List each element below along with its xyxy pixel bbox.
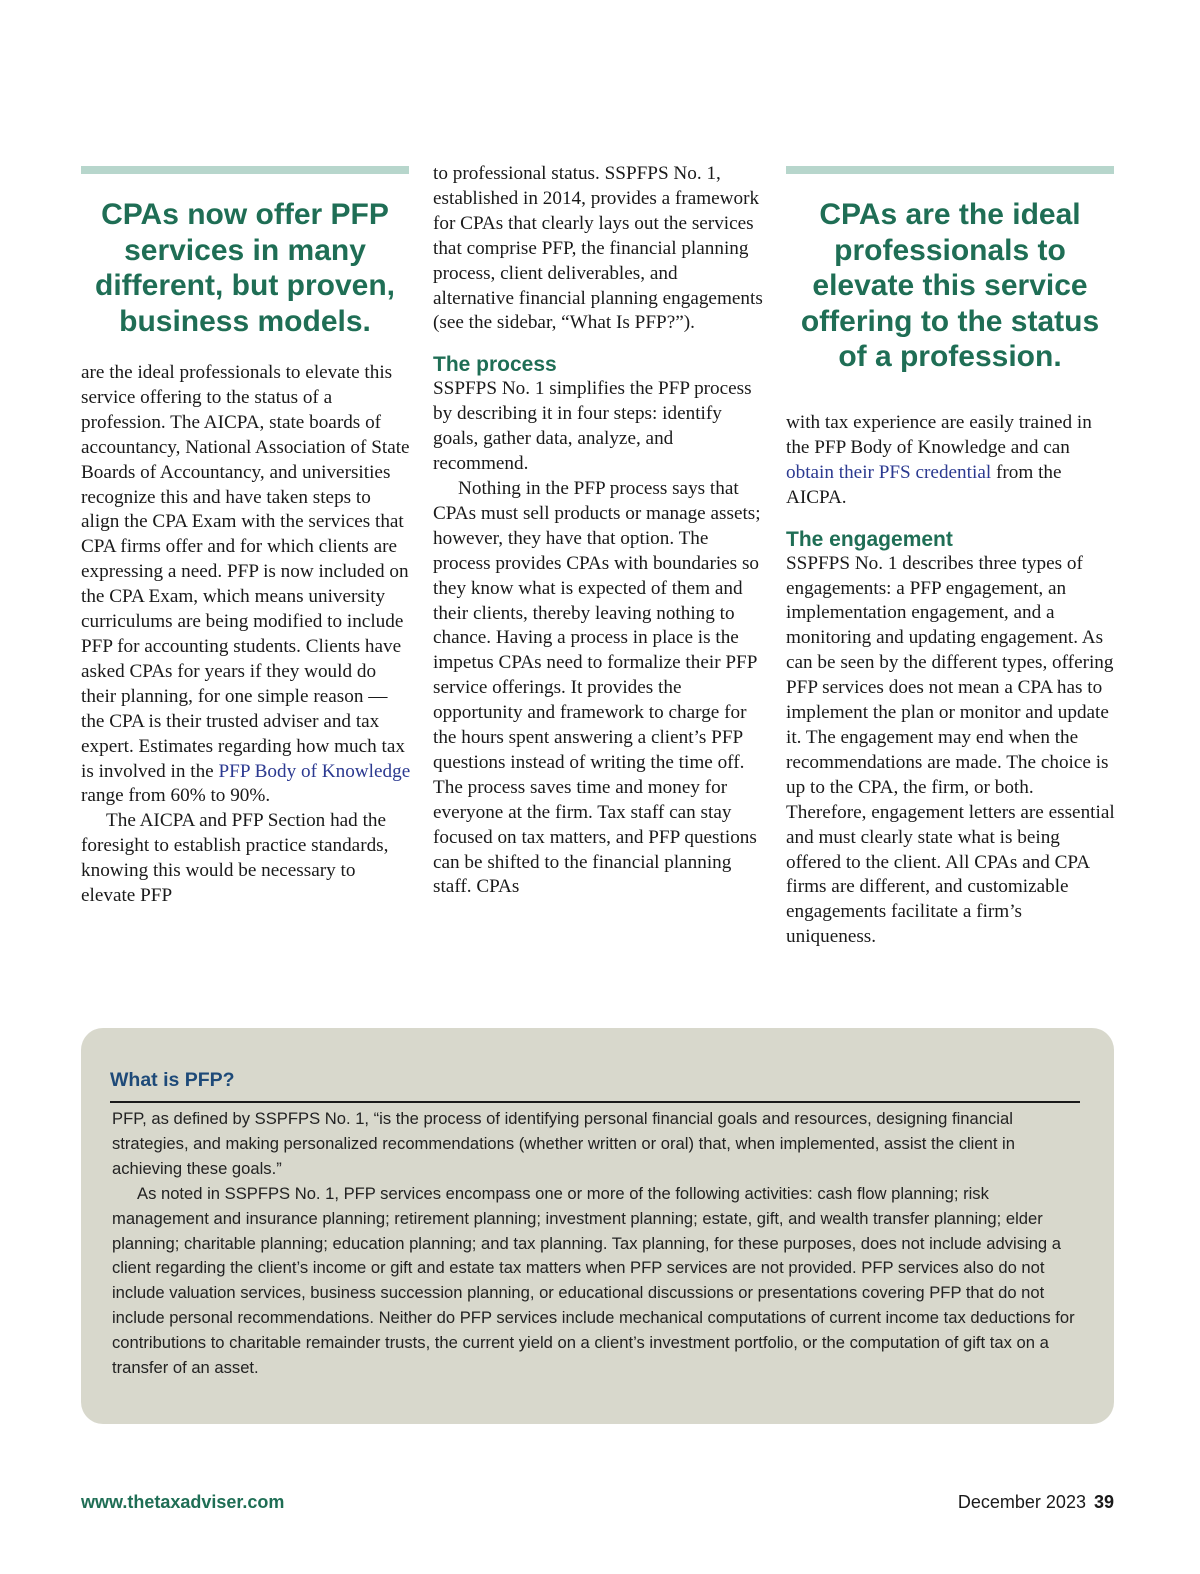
footer-url: www.thetaxadviser.com [81, 1492, 285, 1512]
subhead-the-process: The process [433, 353, 557, 377]
column-3-paragraph-2: SSPFPS No. 1 describes three types of engagements: a PFP engagement, an implementation engagement, and a monitoring and updating engagement. As can be seen by the different types, offering PFP services does not mean a CPA has to implement the plan or monitor and update it. The engagement may end when the recommendations are made. The choice is up to the CPA, the firm, or both. Therefore, engagement letters are essential and must clearly state what is being offered to the client. All CPAs and CPA firms are different, and customizable engagements facilitate a firm’s uniqueness. [786, 552, 1115, 948]
pullquote-right: CPAs are the ideal professionals to elevate this service offering to the status of a profession. [800, 198, 1100, 373]
pfp-body-of-knowledge-link[interactable]: PFP Body of Knowledge [218, 760, 411, 782]
column-2-paragraph-3: Nothing in the PFP process says that CPAs must sell products or manage assets; however, they have that option. The process provides CPAs with boundaries so they know what is expected of them and their clients, thereby leaving nothing to chance. Having a process in place is the impetus CPAs need to formalize their PFP service offerings. It provides the opportunity and framework to charge for the hours spent answering a client’s PFP questions instead of writing the time off. The process saves time and money for everyone at the firm. Tax staff can stay focused on tax matters, and PFP questions can be shifted to the financial planning staff. CPAs [433, 477, 761, 898]
pullquote-left: CPAs now offer PFP services in many different, but proven, business models. [95, 198, 395, 338]
pullquote-bar-right [786, 166, 1114, 174]
column-1-text-after-link: range from 60% to 90%. [81, 785, 271, 807]
pullquote-bar-left [81, 166, 409, 174]
column-1-text-before-link: are the ideal professionals to elevate this service offering to the status of a profession. The AICPA, state boards of accountancy, National Association of State Boards of Accountancy, and universities recognize this and have taken steps to align the CPA Exam with the services that CPA firms offer and for which clients are expressing a need. PFP is now included on the CPA Exam, which means university curriculums are being modified to include PFP for accounting students. Clients have asked CPAs for years if they would do their planning, for one simple reason — the CPA is their trusted adviser and tax expert. Estimates regarding how much tax is involved in the [81, 362, 410, 782]
column-3-text-before-link: with tax experience are easily trained in the PFP Body of Knowledge and can [786, 412, 1092, 458]
footer-date-page [958, 1492, 1114, 1513]
column-2-text [433, 162, 763, 900]
footer-date: December 2023 [957, 1492, 1086, 1512]
column-3-text-after-link: from the AICPA. [786, 461, 1062, 508]
page-number: 39 [1093, 1492, 1114, 1512]
sidebar-paragraph-2: As noted in SSPFPS No. 1, PFP services encompass one or more of the following activities: cash flow planning; risk management and insurance planning; retirement planning; investment planning; estate, gift, and wealth transfer planning; elder planning; charitable planning; education planning; and tax planning. Tax planning, for these purposes, does not include advising a client regarding the client’s income or gift and estate tax matters when PFP services are not provided. PFP services also do not include valuation services, business succession planning, or educational discussions or presentations covering PFP that do not include personal recommendations. Neither do PFP services include mechanical computations of current income tax deductions for contributions to charitable remainder trusts, the current yield on a client’s investment portfolio, or the computation of gift tax on a transfer of an asset. [112, 1183, 1075, 1378]
subhead-the-engagement: The engagement [786, 527, 953, 551]
sidebar-divider [110, 1101, 1080, 1103]
column-1-paragraph-1 [81, 361, 411, 809]
column-1-paragraph-2: The AICPA and PFP Section had the foresight to establish practice standards, knowing this would be necessary to elevate PFP [81, 810, 389, 907]
sidebar-title: What is PFP? [110, 1069, 235, 1091]
column-3-text [786, 411, 1116, 950]
column-3-paragraph-1 [786, 411, 1116, 511]
pfs-credential-link[interactable]: obtain their PFS credential [786, 461, 992, 483]
column-2-paragraph-2: SSPFPS No. 1 simplifies the PFP process by describing it in four steps: identify goals, gather data, analyze, and recommend. [433, 378, 752, 475]
sidebar-what-is-pfp [81, 1028, 1114, 1424]
sidebar-paragraph-1: PFP, as defined by SSPFPS No. 1, “is the process of identifying personal financial goals and resources, designing financial strategies, and making personalized recommendations (whether written or oral) that, when implemented, assist the client in achieving these goals.” [112, 1109, 1015, 1178]
column-1-text [81, 361, 411, 909]
sidebar-body [112, 1107, 1082, 1381]
column-2-paragraph-1: to professional status. SSPFPS No. 1, established in 2014, provides a framework for CPAs that clearly lays out the services that comprise PFP, the financial planning process, client deliverables, and alternative financial planning engagements (see the sidebar, “What Is PFP?”). [433, 163, 763, 334]
